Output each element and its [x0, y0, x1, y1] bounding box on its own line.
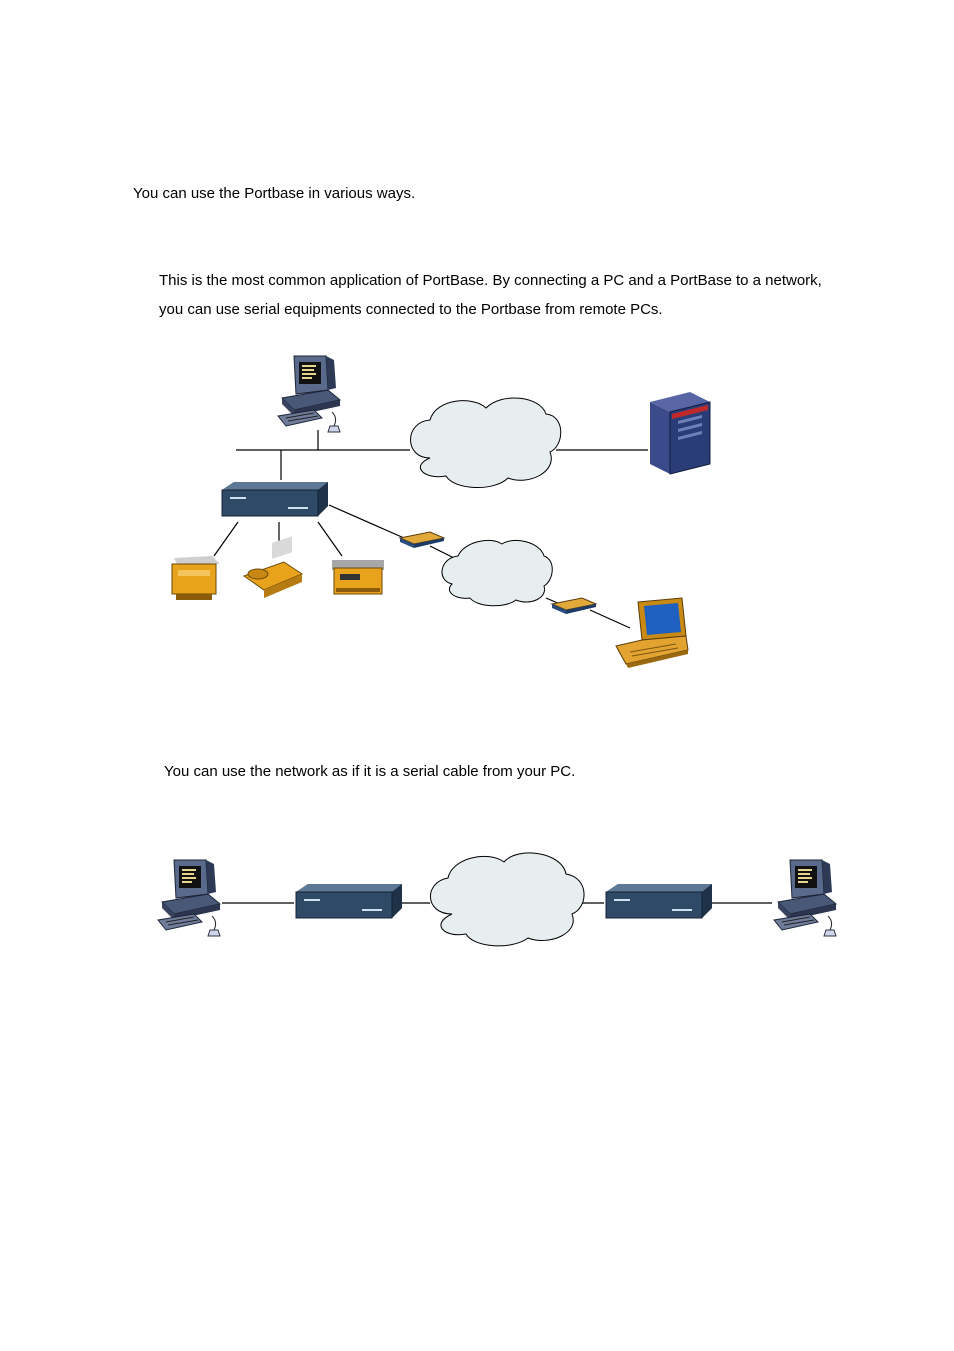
- app1-description-line-1: This is the most common application of PortBase. By connecting a PC and a PortBase to a network,: [159, 272, 822, 289]
- server-tower-icon: [650, 392, 710, 474]
- app1-description-line-2: you can use serial equipments connected to the Portbase from remote PCs.: [159, 301, 663, 318]
- portbase-device-icon: [296, 884, 402, 918]
- desktop-computer-icon: [158, 860, 220, 936]
- modem-icon: [400, 532, 444, 548]
- printer-icon: [172, 556, 220, 600]
- network-cloud: [430, 853, 584, 946]
- network-cloud: [442, 540, 552, 605]
- laptop-icon: [616, 598, 688, 668]
- copier-icon: [332, 560, 384, 594]
- desktop-computer-icon: [774, 860, 836, 936]
- modem-icon: [552, 598, 596, 614]
- app2-description: You can use the network as if it is a serial cable from your PC.: [164, 763, 576, 780]
- network-cloud: [411, 398, 561, 488]
- portbase-device-icon: [606, 884, 712, 918]
- portbase-device-icon: [222, 482, 328, 516]
- intro-text: You can use the Portbase in various ways.: [133, 185, 416, 202]
- fax-machine-icon: [244, 536, 302, 598]
- desktop-computer-icon: [278, 356, 340, 432]
